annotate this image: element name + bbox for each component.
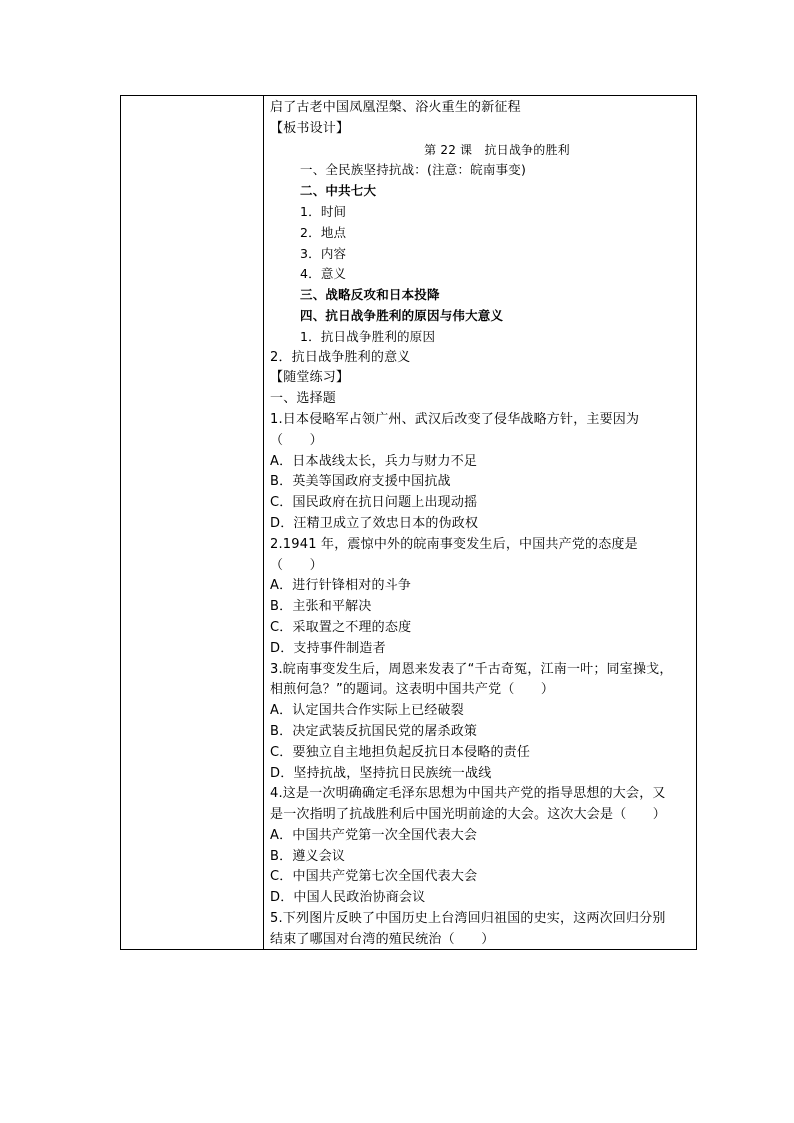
question-4-option: D．中国人民政治协商会议 [270,890,426,906]
question-5-stem-cont: 结束了哪国对台湾的殖民统治（ ） [270,931,495,947]
question-3-option: D．坚持抗战，坚持抗日民族统一战线 [270,765,492,781]
question-1-option: C．国民政府在抗日问题上出现动摇 [270,495,478,511]
outline-item: 四、抗日战争胜利的原因与伟大意义 [300,307,504,323]
question-3-stem: 3.皖南事变发生后，周恩来发表了“千古奇冤，江南一叶；同室操戈， [270,661,673,677]
question-1-stem: 1.日本侵略军占领广州、武汉后改变了侵华战略方针，主要因为 [270,411,640,427]
question-4-option: C．中国共产党第七次全国代表大会 [270,869,478,885]
outline-item: 一、全民族坚持抗战：(注意：皖南事变) [300,162,527,178]
outline-item: 三、战略反攻和日本投降 [300,287,440,303]
outline-item: 2．抗日战争胜利的意义 [270,349,411,365]
outline-item: 二、中共七大 [300,183,377,199]
question-3-stem-cont: 相煎何急？”的题词。这表明中国共产党（ ） [270,682,555,698]
question-1-option: A．日本战线太长，兵力与财力不足 [270,453,478,469]
lesson-table [120,95,697,950]
question-2-bracket: （ ） [270,557,323,573]
question-3-option: A．认定国共合作实际上已经破裂 [270,703,464,719]
outline-item: 1．抗日战争胜利的原因 [300,328,436,344]
question-3-option: B．决定武装反抗国民党的屠杀政策 [270,723,478,739]
question-1-option: D．汪精卫成立了效忠日本的伪政权 [270,515,479,531]
question-4-option: B．遵义会议 [270,848,346,864]
question-4-stem: 4.这是一次明确确定毛泽东思想为中国共产党的指导思想的大会，又 [270,786,666,802]
question-2-option: B．主张和平解决 [270,599,372,615]
column-divider [263,96,264,949]
practice-heading: 【随堂练习】 [270,370,350,386]
board-design-heading: 【板书设计】 [270,120,350,136]
outline-item: 2．地点 [300,224,347,240]
question-2-stem: 2.1941 年，震惊中外的皖南事变发生后，中国共产党的态度是 [270,536,638,552]
question-2-option: A．进行针锋相对的斗争 [270,578,412,594]
question-1-option: B．英美等国政府支援中国抗战 [270,474,451,490]
question-2-option: D．支持事件制造者 [270,640,386,656]
question-5-stem: 5.下列图片反映了中国历史上台湾回归祖国的史实，这两次回归分别 [270,911,666,927]
lesson-title: 第 22 课 抗日战争的胜利 [424,142,570,157]
question-4-option: A．中国共产党第一次全国代表大会 [270,827,478,843]
outline-item: 1．时间 [300,203,347,219]
question-4-stem-cont: 是一次指明了抗战胜利后中国光明前途的大会。这次大会是（ ） [270,807,667,823]
question-3-option: C．要独立自主地担负起反抗日本侵略的责任 [270,744,531,760]
section-heading: 一、选择题 [270,391,337,407]
content-cell [270,98,694,951]
question-2-option: C．采取置之不理的态度 [270,619,412,635]
continuation-text: 启了古老中国凤凰涅槃、浴火重生的新征程 [270,100,521,115]
outline-item: 3．内容 [300,245,347,261]
question-1-bracket: （ ） [270,432,323,448]
outline-item: 4．意义 [300,266,347,282]
